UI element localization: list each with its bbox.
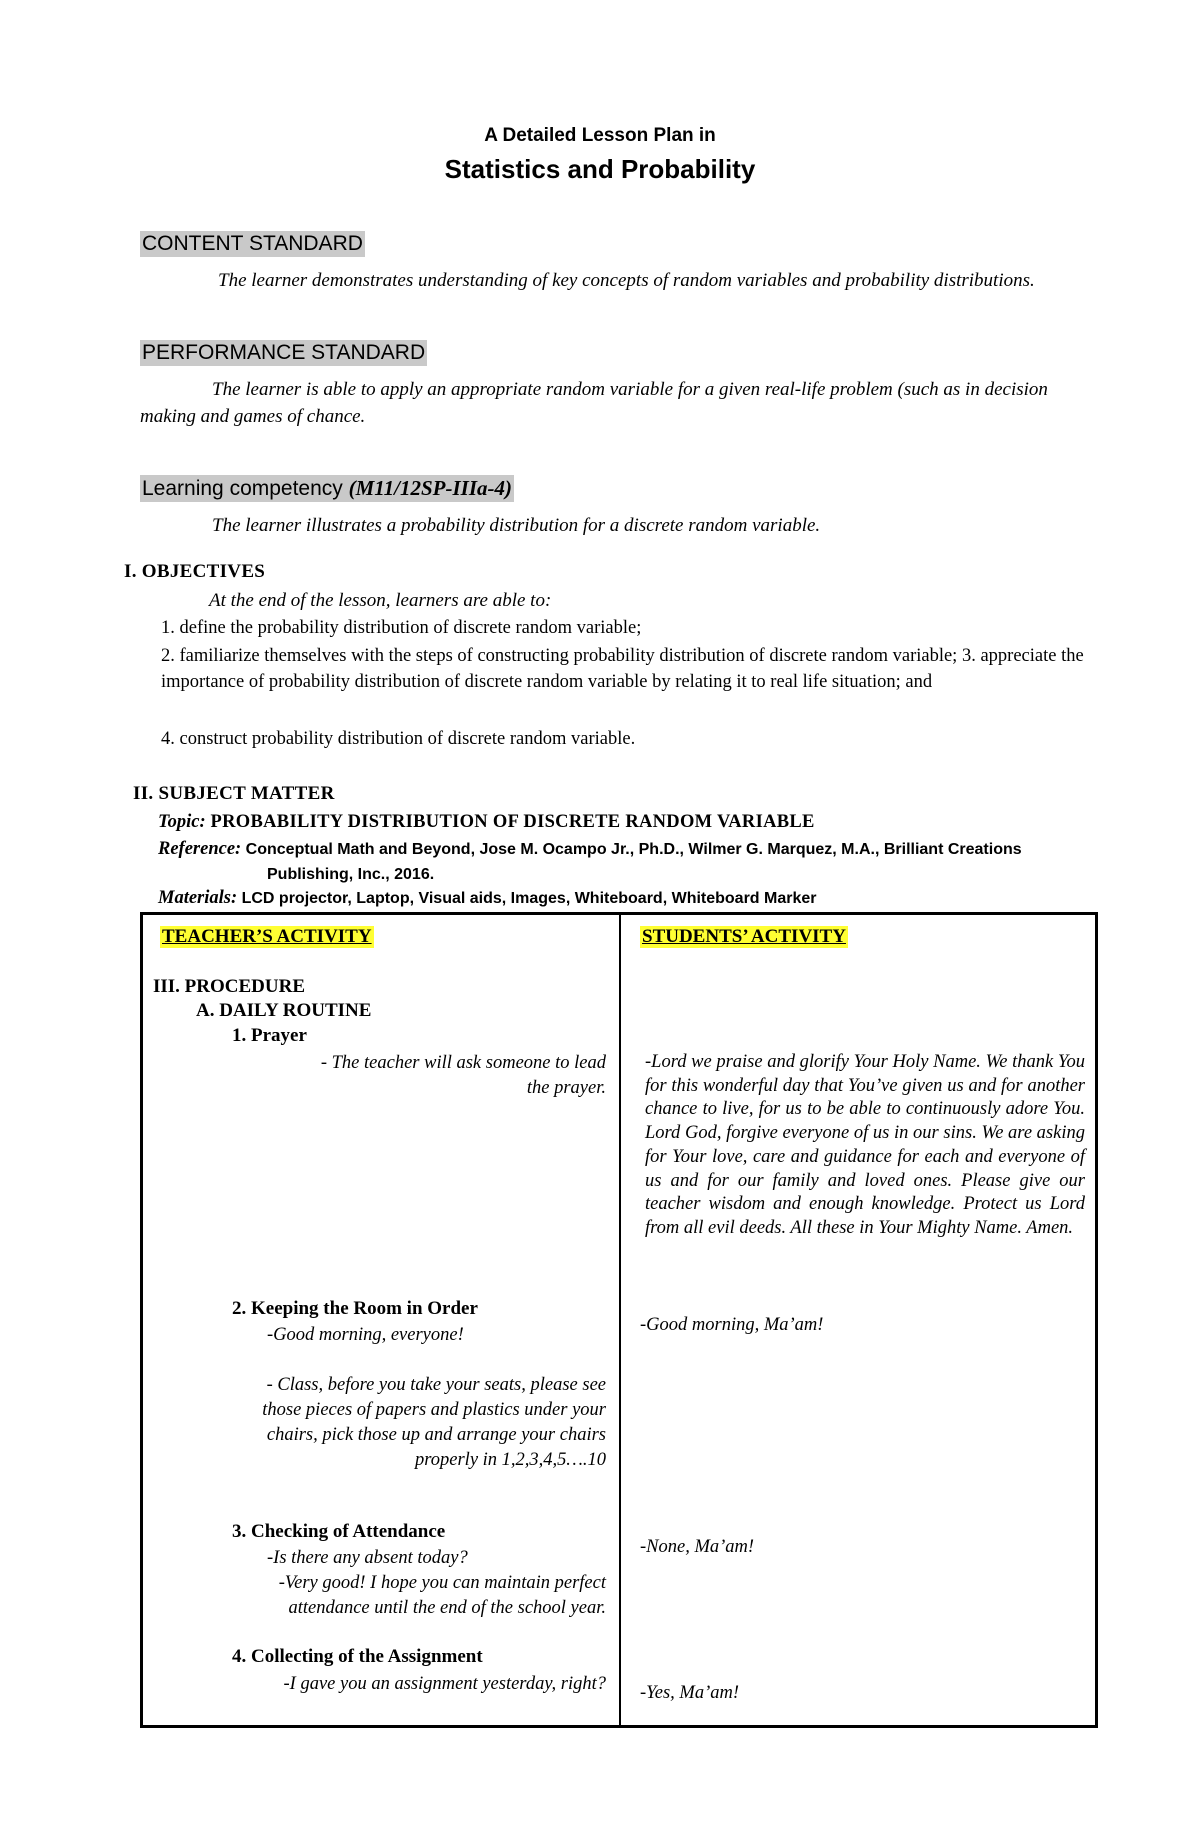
attendance-student-response: -None, Ma’am! [640,1537,755,1557]
table-column-divider [619,912,621,1728]
assignment-student-response: -Yes, Ma’am! [640,1683,740,1703]
reference-line [158,839,1022,860]
room-instruction: - Class, before you take your seats, please see those pieces of papers and plastics under your chairs, pick those up and arrange your chairs properly in 1,2,3,4,5….10 [262,1375,606,1470]
performance-standard-heading: PERFORMANCE STANDARD [142,341,426,364]
performance-standard-text: The learner is able to apply an appropriate random variable for a given real-life problem (such as in decision making and games of chance. [140,379,1048,427]
topic-line [158,812,815,833]
room-order-heading: 2. Keeping the Room in Order [232,1298,478,1319]
objective-item-4: 4. construct probability distribution of discrete random variable. [161,729,636,749]
procedure-heading: III. PROCEDURE [153,976,306,997]
reference-cont: Publishing, Inc., 2016. [267,866,435,883]
content-standard-heading: CONTENT STANDARD [142,232,363,255]
prayer-student-response: -Lord we praise and glorify Your Holy Name. We thank You for this wonderful day that You’ve given us and for another chance to live, for us to be able to continuously adore You. Lord God, forgive everyone of us in our sins. We are asking for Your love, care and guidance for each and everyone of us and for our family and loved ones. Please give our teacher wisdom and enough knowledge. Protect us Lord from all evil deeds. All these in Your Mighty Name. Amen. [645,1052,1085,1238]
materials-label: Materials: [158,888,238,908]
daily-routine-heading: A. DAILY ROUTINE [196,1000,372,1021]
learning-competency-code: (M11/12SP-IIIa-4) [348,476,512,500]
objective-item-1: 1. define the probability distribution of discrete random variable; [161,618,642,638]
topic-label: Topic: [158,812,206,832]
objective-item-2-3: 2. familiarize themselves with the steps of constructing probability distribution of discrete random variable; 3. appreciate the importance of probability distribution of discrete random variable by relating it to real life situation; and [161,646,1084,692]
assignment-heading: 4. Collecting of the Assignment [232,1646,483,1667]
objectives-heading: I. OBJECTIVES [124,561,266,582]
learning-competency-label: Learning competency [142,477,349,500]
doc-title: Statistics and Probability [444,154,756,184]
learning-competency-text: The learner illustrates a probability distribution for a discrete random variable. [212,515,821,536]
room-student-response: -Good morning, Ma’am! [640,1315,824,1335]
reference-cont-line [267,864,434,885]
reference-label: Reference: [158,839,242,859]
attendance-remark: -Very good! I hope you can maintain perfect attendance until the end of the school year. [278,1573,606,1618]
learning-competency-heading [140,475,514,502]
content-standard-text: The learner demonstrates understanding of key concepts of random variables and probability distributions. [218,270,1035,291]
objectives-intro: At the end of the lesson, learners are able to: [209,590,552,611]
subject-matter-heading: II. SUBJECT MATTER [133,783,335,804]
materials-value: LCD projector, Laptop, Visual aids, Images, Whiteboard, Whiteboard Marker [237,890,817,907]
teacher-activity-heading: TEACHER’S ACTIVITY [162,926,372,947]
students-activity-heading: STUDENTS’ ACTIVITY [642,926,846,947]
attendance-heading: 3. Checking of Attendance [232,1521,446,1542]
reference-value: Conceptual Math and Beyond, Jose M. Ocampo Jr., Ph.D., Wilmer G. Marquez, M.A., Brilliant Creations [241,841,1022,858]
prayer-teacher-text: - The teacher will ask someone to lead the prayer. [320,1053,606,1098]
attendance-question: -Is there any absent today? [267,1548,468,1568]
room-greeting: -Good morning, everyone! [267,1325,464,1345]
assignment-teacher-text: -I gave you an assignment yesterday, right? [283,1674,606,1694]
prayer-heading: 1. Prayer [232,1025,307,1046]
topic-value: PROBABILITY DISTRIBUTION OF DISCRETE RANDOM VARIABLE [205,812,815,832]
materials-line [158,888,817,909]
doc-subtitle: A Detailed Lesson Plan in [484,125,716,146]
